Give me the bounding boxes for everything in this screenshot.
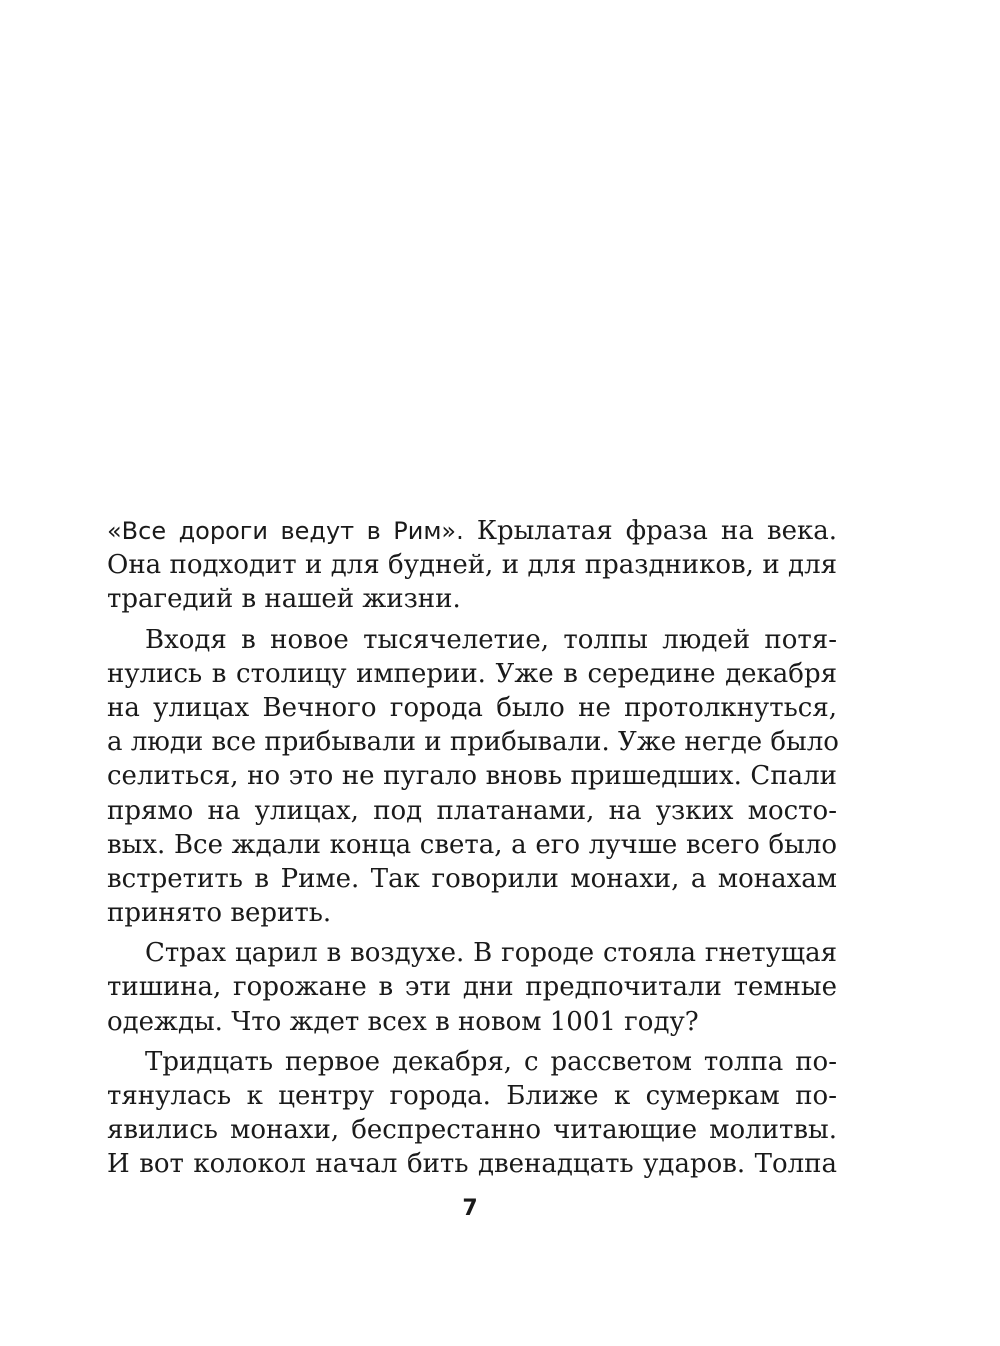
text-line: прямо на улицах, под платанами, на узких мосто- — [107, 795, 837, 826]
paragraph-first-line: Страх царил в воздухе. В городе стояла гнетущая — [145, 938, 837, 969]
paragraph-first-line: Входя в новое тысячелетие, толпы людей потя- — [145, 624, 837, 655]
text-line: а люди все прибывали и прибывали. Уже негде было — [107, 727, 839, 758]
text-line: нулись в столицу империи. Уже в середине декабря — [107, 658, 837, 689]
text-line: одежды. Что ждет всех в новом 1001 году? — [107, 1006, 699, 1037]
text-line: Она подходит и для будней, и для праздников, и для — [107, 550, 837, 581]
text-line: встретить в Риме. Так говорили монахи, а монахам — [107, 863, 837, 894]
text-line: на улицах Вечного города было не протолкнуться, — [107, 692, 837, 723]
text-line: селиться, но это не пугало вновь пришедших. Спали — [107, 761, 837, 792]
text-line: явились монахи, беспрестанно читающие молитвы. — [107, 1115, 837, 1146]
text-line: тянулась к центру города. Ближе к сумеркам по- — [107, 1081, 837, 1111]
text-line: И вот колокол начал бить двенадцать ударов. Толпа — [107, 1149, 837, 1180]
paragraph-first-line: Тридцать первое декабря, с рассветом толпа по- — [145, 1046, 837, 1077]
line-rest: Крылатая фраза на века. — [463, 516, 837, 546]
text-line — [107, 514, 837, 548]
page-number: 7 — [462, 1196, 478, 1221]
text-line: вых. Все ждали конца света, а его лучше всего было — [107, 829, 837, 860]
body-text — [107, 514, 837, 1182]
text-line: тишина, горожане в эти дни предпочитали темные — [107, 972, 837, 1003]
text-line: трагедий в нашей жизни. — [107, 584, 461, 615]
quote-phrase: «Все дороги ведут в Рим». — [107, 517, 464, 545]
text-line: принято верить. — [107, 898, 332, 929]
